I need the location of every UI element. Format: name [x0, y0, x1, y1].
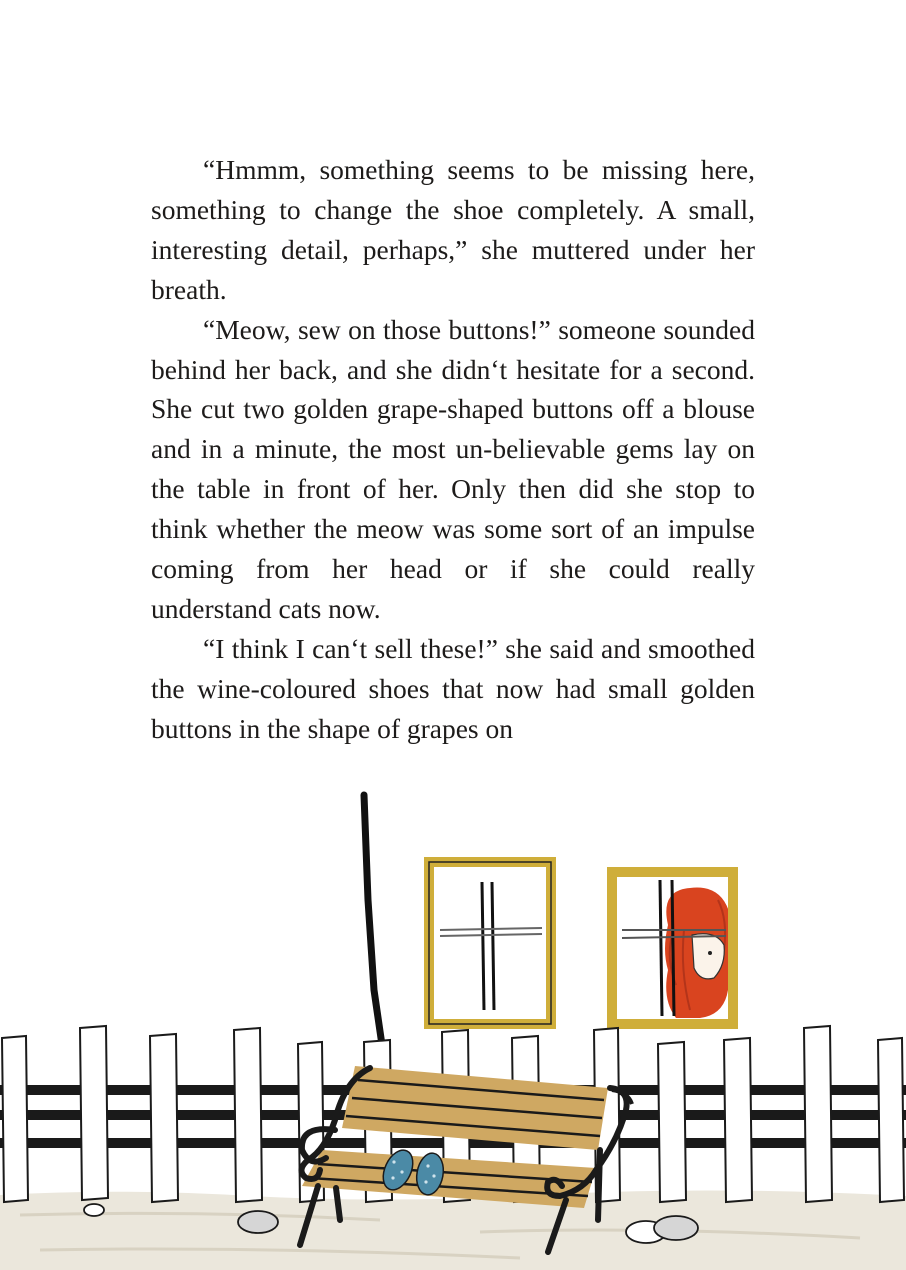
- girl-eye: [708, 951, 712, 955]
- illustration: [0, 780, 906, 1270]
- window-right: [612, 872, 733, 1024]
- lamp-pole: [364, 795, 382, 1045]
- ground: [0, 1190, 906, 1270]
- story-text: [151, 150, 755, 749]
- illustration-svg: [0, 780, 906, 1270]
- paragraph-3: “I think I can‘t sell these!” she said and smoothed the wine-coloured shoes that now had small golden buttons in the shape of grapes on: [151, 632, 755, 744]
- paragraph-2: “Meow, sew on those buttons!” someone sounded behind her back, and she didn‘t hesitate for a second. She cut two golden grape-shaped buttons off a blouse and in a minute, the most un-believable gems lay on the table in front of her. Only then did she stop to think whether the meow was some sort of an impulse coming from her head or if she could really understand cats now.: [151, 313, 755, 624]
- paragraph-1: “Hmmm, something seems to be missing here, something to change the shoe completely. A small, interesting detail, perhaps,” she muttered under her breath.: [151, 154, 755, 305]
- window-left: [429, 862, 551, 1024]
